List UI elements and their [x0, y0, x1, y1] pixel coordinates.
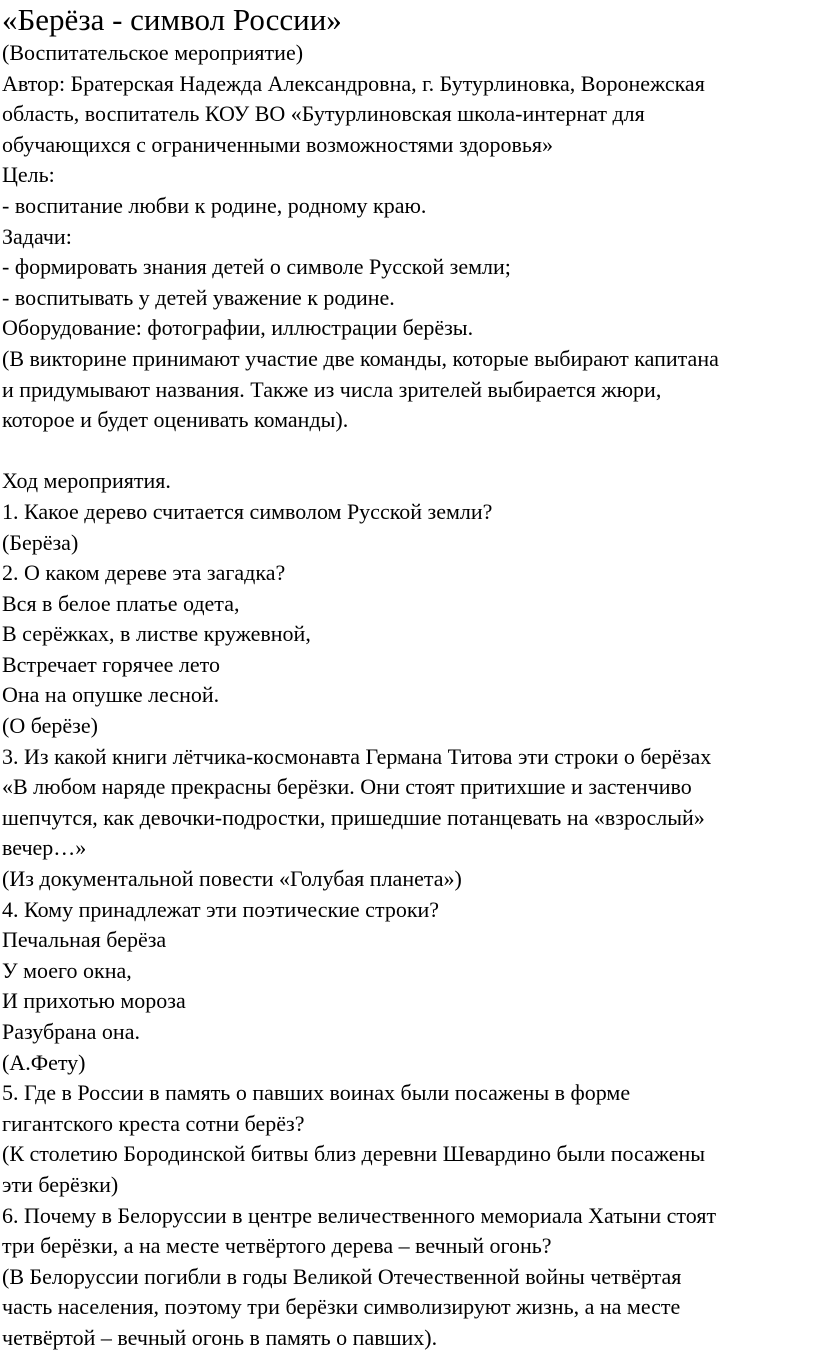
text-line: (О берёзе) — [2, 713, 98, 739]
text-line: эти берёзки) — [2, 1171, 119, 1197]
text-line: 4. Кому принадлежат эти поэтические строки? — [2, 896, 440, 922]
text-line: (Берёза) — [2, 529, 79, 555]
text-line: Печальная берёза — [2, 927, 167, 953]
text-line: Автор: Братерская Надежда Александровна, г. Бутурлиновка, Воронежская — [2, 70, 705, 96]
text-line: Ход мероприятия. — [2, 468, 171, 494]
text-line: И прихотью мороза — [2, 988, 186, 1014]
text-line: часть населения, поэтому три берёзки символизируют жизнь, а на месте — [2, 1294, 681, 1320]
text-line: (В Белоруссии погибли в годы Великой Отечественной войны четвёртая — [2, 1263, 682, 1289]
text-line: 5. Где в России в память о павших воинах были посажены в форме — [2, 1080, 631, 1106]
text-line: 3. Из какой книги лётчика-космонавта Германа Титова эти строки о берёзах — [2, 743, 712, 769]
text-line: - воспитание любви к родине, родному краю. — [2, 192, 427, 218]
text-line: В серёжках, в листве кружевной, — [2, 621, 311, 647]
text-line: «В любом наряде прекрасны берёзки. Они стоят притихшие и застенчиво — [2, 774, 692, 800]
text-line: и придумывают названия. Также из числа зрителей выбирается жюри, — [2, 376, 662, 402]
text-line: обучающихся с ограниченными возможностями здоровья» — [2, 131, 553, 157]
text-line: 6. Почему в Белоруссии в центре величественного мемориала Хатыни стоят — [2, 1202, 717, 1228]
text-line: Вся в белое платье одета, — [2, 590, 240, 616]
text-line: (А.Фету) — [2, 1049, 86, 1075]
text-line: шепчутся, как девочки-подростки, пришедшие потанцевать на «взрослый» — [2, 804, 705, 830]
text-line: (В викторине принимают участие две команды, которые выбирают капитана — [2, 345, 719, 371]
text-line: (Из документальной повести «Голубая планета») — [2, 866, 462, 892]
text-line: область, воспитатель КОУ ВО «Бутурлиновская школа-интернат для — [2, 101, 645, 127]
text-line: Разубрана она. — [2, 1019, 140, 1044]
text-line: Оборудование: фотографии, иллюстрации берёзы. — [2, 315, 474, 341]
text-line: - воспитывать у детей уважение к родине. — [2, 284, 395, 310]
text-line: Задачи: — [2, 223, 72, 249]
text-line: Цель: — [2, 162, 55, 188]
text-line: которое и будет оценивать команды). — [2, 407, 349, 433]
document-title: «Берёза - символ России» — [2, 2, 342, 37]
text-line: У моего окна, — [2, 957, 132, 983]
text-line: четвёртой – вечный огонь в память о павших). — [2, 1324, 438, 1350]
text-line: - формировать знания детей о символе Русской земли; — [2, 254, 511, 280]
text-line: Она на опушке лесной. — [2, 682, 220, 708]
text-line: гигантского креста сотни берёз? — [2, 1110, 305, 1136]
text-line: три берёзки, а на месте четвёртого дерева – вечный огонь? — [2, 1233, 552, 1259]
blank-line — [2, 436, 814, 467]
text-line: 1. Какое дерево считается символом Русской земли? — [2, 498, 493, 524]
text-line: Встречает горячее лето — [2, 651, 221, 677]
text-line: (Воспитательское мероприятие) — [2, 40, 304, 65]
text-line: (К столетию Бородинской битвы близ деревни Шевардино были посажены — [2, 1141, 706, 1167]
document-body — [2, 38, 814, 1354]
text-line: вечер…» — [2, 835, 87, 861]
text-line: 2. О каком дереве эта загадка? — [2, 560, 286, 586]
